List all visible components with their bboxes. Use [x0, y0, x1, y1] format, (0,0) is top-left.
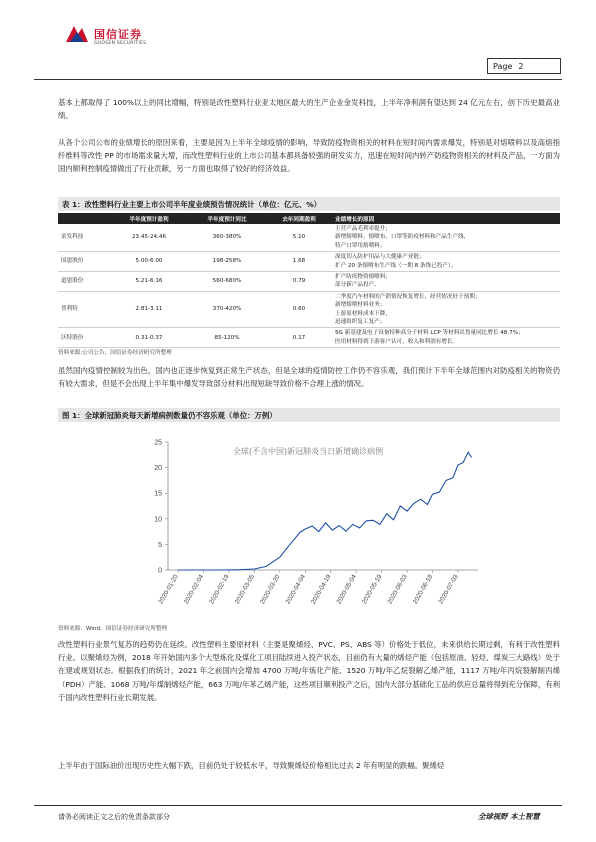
table-1-title: 表 1：改性塑料行业主要上市公司半年度业绩预告情况统计（单位：亿元、%）	[58, 197, 560, 211]
x-tick-label: 2020-04-19	[310, 573, 333, 606]
reason-line: 新增熔喷料、熔喷布、口罩等防疫材料和产品生产线，	[335, 234, 470, 241]
profit-cell: 2.81-3.11	[110, 291, 188, 328]
x-tick-label: 2020-03-20	[259, 573, 282, 606]
col-header-company	[58, 213, 110, 224]
reason-cell	[332, 328, 560, 348]
paragraph-1: 基本上都取得了 100%以上的同比增幅，特别是改性塑料行业亚太地区最大的生产企业金发科技，上半年净利润有望达到 24 亿元左右，创下历史最高业绩。	[58, 98, 560, 121]
table-header-row	[58, 213, 560, 224]
last-year-cell: 0.17	[266, 328, 332, 348]
reason-cell	[332, 291, 560, 328]
y-tick-label: 5	[158, 541, 162, 549]
page-label: Page	[493, 62, 513, 71]
performance-table	[58, 213, 560, 348]
figure-1-title: 图 1：全球新冠肺炎每天新增病例数量仍不容乐观（单位：万例）	[58, 408, 560, 422]
header-divider	[34, 79, 562, 80]
profit-cell: 5.00-6.00	[110, 252, 188, 272]
last-year-cell: 1.68	[266, 252, 332, 272]
col-header-profit: 半年度预计盈利	[110, 213, 188, 224]
reason-line: 部分新产品投产。	[335, 282, 380, 289]
last-year-cell: 5.10	[266, 224, 332, 252]
profit-cell: 23.45-24.46	[110, 224, 188, 252]
table-row	[58, 328, 560, 348]
col-header-last-year: 去年同期盈利	[266, 213, 332, 224]
reason-line: 迅速组织复工复产；	[335, 319, 386, 326]
last-year-cell: 0.79	[266, 272, 332, 292]
col-header-reason: 业绩增长的原因	[332, 213, 560, 224]
footer-divider	[34, 805, 562, 806]
reason-line: 5G 新基建及电子设备特种高分子材料 LCP 等材料出货量同比增长 48.7%；	[335, 330, 524, 337]
y-tick-label: 10	[154, 516, 162, 524]
company-cell: 道恩股份	[58, 272, 110, 292]
table-1-source: 资料来源:公司公告，国信证券经济研究所整理	[58, 350, 172, 356]
last-year-cell: 0.60	[266, 291, 332, 328]
y-tick-label: 0	[158, 567, 162, 575]
table-row	[58, 272, 560, 292]
reason-line: 深度切入防护用品与大健康产业链；	[335, 254, 425, 261]
reason-line: 扩产 20 条熔喷布生产线（一期 8 条线已投产）。	[335, 262, 457, 269]
footer-slogan: 全球视野 本土智慧	[478, 812, 540, 821]
company-logo-english: GUOSEN SECURITIES	[94, 41, 147, 46]
reason-cell	[332, 224, 560, 252]
y-tick-label: 20	[154, 465, 162, 473]
reason-cell	[332, 272, 560, 292]
series-line	[178, 452, 472, 570]
x-tick-label: 2020-02-19	[208, 573, 231, 606]
x-tick-label: 2020-06-18	[411, 573, 435, 606]
guosen-logo-icon	[64, 22, 90, 46]
reason-line: 主营产品毛利率提升；	[335, 226, 391, 232]
col-header-yoy: 半年度预计同比	[188, 213, 266, 224]
yoy-cell: 85-120%	[188, 328, 266, 348]
reason-line: 特产口罩用熔喷料；	[335, 242, 386, 249]
y-tick-label: 25	[154, 439, 162, 447]
company-cell: 金发科技	[58, 224, 110, 252]
yoy-cell: 370-420%	[188, 291, 266, 328]
table-row	[58, 291, 560, 328]
company-logo-text: 国信证券	[94, 28, 142, 41]
reason-cell	[332, 252, 560, 272]
x-tick-label: 2020-07-03	[437, 573, 460, 606]
page-number: 2	[518, 62, 524, 71]
profit-cell: 0.31-0.37	[110, 328, 188, 348]
yoy-cell: 360-380%	[188, 224, 266, 252]
page-indicator	[487, 58, 561, 74]
x-tick-label: 2020-06-03	[386, 573, 409, 606]
company-cell: 沃特股份	[58, 328, 110, 348]
reason-line: 二季度汽车材料的产销情况恢复增长，经营情况好于预期；	[335, 293, 481, 300]
covid-cases-line-chart	[58, 424, 560, 624]
y-tick-label: 15	[154, 490, 162, 498]
yoy-cell: 560-680%	[188, 272, 266, 292]
table-row	[58, 224, 560, 252]
legend-label: 全球(不含中国)新冠肺炎当日新增确诊病例	[232, 447, 384, 456]
reason-line: 上游原材料成本下降，	[335, 310, 391, 317]
figure-1-source: 资料来源：Wind，国信证券经济研究所整理	[58, 626, 168, 632]
reason-line: 医用材料得到下游客户认可，收入和利润有增长。	[335, 338, 459, 345]
profit-cell: 5.21-6.16	[110, 272, 188, 292]
disclaimer-note: 请务必阅读正文之后的免责条款部分	[58, 813, 170, 821]
table-row	[58, 252, 560, 272]
x-tick-label: 2020-05-19	[360, 573, 384, 606]
x-tick-label: 2020-05-04	[335, 573, 358, 606]
reason-line: 新增熔喷材料业务；	[335, 302, 386, 309]
x-tick-label: 2020-03-05	[233, 573, 257, 606]
company-cell: 普利特	[58, 291, 110, 328]
yoy-cell: 198-258%	[188, 252, 266, 272]
x-tick-label: 2020-02-04	[182, 573, 206, 606]
paragraph-5: 上半年由于国际油价出现历史性大幅下跌，目前仍处于较低水平，导致聚烯烃价格相比过去 2 年有明显的跌幅。聚烯烃	[58, 761, 445, 770]
reason-line: 扩产防疫物资熔喷料；	[335, 274, 391, 281]
x-tick-label: 2020-01-20	[157, 573, 180, 606]
x-tick-label: 2020-04-04	[284, 573, 308, 606]
paragraph-2: 从各个公司公布的业绩增长的原因来看，主要是因为上半年全球疫情的影响，导致防疫物资相关的材料在短时间内需求爆发，特别是对熔喷料以及高熔指纤维料等改性 PP 的市场需求量大增，而改性塑料行业的上市公司基本都具备较强的研发实力，迅速在短时间内转产防疫物资相关的材料及产品，一方面为国内顺利控制疫情做出了行业贡献，另一方面也取得了较好的经济效益。	[58, 138, 560, 174]
company-cell: 国恩股份	[58, 252, 110, 272]
paragraph-4: 改性塑料行业景气复苏的趋势仍在延续。改性塑料主要原材料（主要是聚烯烃、PVC、PS、ABS 等）价格处于低位，未来供给长期过剩，有利于改性塑料行业。以聚烯烃为例，2018 年开始国内多个大型炼化及煤化工项目陆续进入投产状态，目前仍有大量的烯烃产能（包括原油、轻烃、煤炭三大路线）处于在建或规划状态。根据我们的统计，2021 年之前国内会增加 4700 万吨/年炼化产能、1520 万吨/年乙烷裂解乙烯产能，1117 万吨/年丙烷裂解制丙烯（PDH）产能、1068 万吨/年煤制烯烃产能，663 万吨/年苯乙烯产能，这些项目顺利投产之后，国内大部分基础化工品的供应总量将得到充分保障，有利于国内改性塑料行业长期发展。	[58, 640, 560, 702]
paragraph-3: 虽然国内疫情控制较为出色，国内也正逐步恢复到正常生产状态，但是全球的疫情防控工作仍不容乐观，我们预计下半年全球范围内对防疫相关的物资仍有较大需求，但是不会出现上半年集中爆发导致部分材料出现短缺导致价格不合理上涨的情况。	[58, 366, 560, 389]
